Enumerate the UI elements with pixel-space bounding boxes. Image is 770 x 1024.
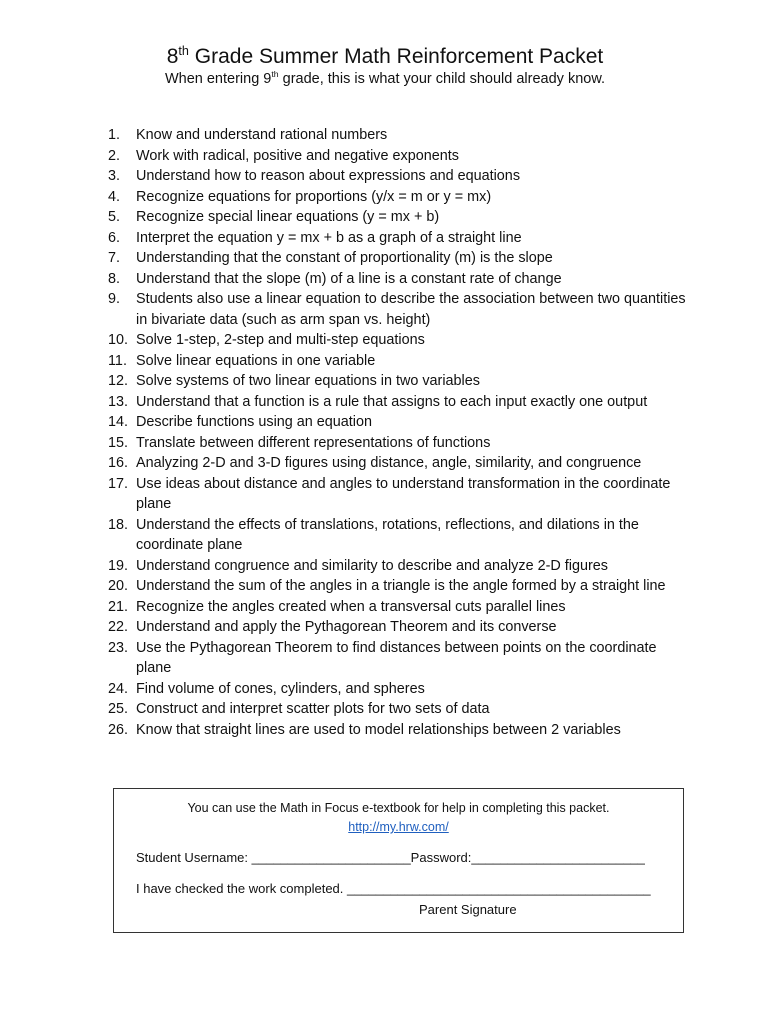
list-item-text: Interpret the equation y = mx + b as a graph of a straight line (136, 229, 522, 246)
list-item-text: Solve linear equations in one variable (136, 352, 376, 369)
list-item-number: 25. (108, 701, 129, 717)
subtitle-text: grade, this is what your child should already know. (278, 71, 606, 87)
list-item-text: Find volume of cones, cylinders, and spheres (136, 680, 425, 697)
list-item-number: 23. (108, 639, 129, 656)
list-item-number: 15. (108, 434, 129, 451)
list-item-number: 9. (108, 291, 121, 307)
list-item (108, 166, 688, 187)
list-item (108, 248, 688, 269)
list-item (108, 720, 688, 741)
list-item-number: 4. (108, 188, 121, 205)
list-item-text: Solve systems of two linear equations in two variables (136, 373, 480, 389)
list-item-text: Use the Pythagorean Theorem to find distances between points on the coordinate plane (136, 639, 657, 676)
list-item-number: 3. (108, 168, 121, 184)
list-item (108, 638, 688, 679)
info-box (113, 788, 684, 933)
list-item-text: Translate between different representations of functions (136, 434, 491, 451)
list-item-text: Understand how to reason about expressions and equations (136, 168, 521, 184)
list-item-number: 19. (108, 557, 129, 574)
list-item (108, 351, 688, 372)
list-item (108, 699, 688, 720)
list-item (108, 515, 688, 556)
list-item-text: Describe functions using an equation (136, 414, 372, 430)
list-item-text: Solve 1-step, 2-step and multi-step equations (136, 332, 425, 348)
list-item-text: Understand congruence and similarity to describe and analyze 2-D figures (136, 557, 608, 574)
list-item-number: 21. (108, 598, 129, 615)
title-grade-number: 8 (166, 45, 179, 68)
list-item (108, 207, 688, 228)
textbook-link[interactable]: http://my.hrw.com/ (348, 820, 449, 834)
list-item-number: 17. (108, 475, 129, 492)
list-item (108, 453, 688, 474)
list-item (108, 474, 688, 515)
list-item-text: Analyzing 2-D and 3-D figures using distance, angle, similarity, and congruence (136, 455, 642, 471)
list-item-number: 10. (108, 332, 129, 348)
list-item (108, 269, 688, 290)
list-item (108, 330, 688, 351)
list-item-text: Students also use a linear equation to describe the association between two quantities in bivariate data (such as arm span vs. height) (136, 291, 686, 328)
list-item (108, 617, 688, 638)
subtitle-superscript: th (271, 69, 279, 80)
list-item-text: Understand the sum of the angles in a triangle is the angle formed by a straight line (136, 578, 666, 594)
list-item-number: 1. (108, 127, 121, 143)
list-item-number: 7. (108, 250, 121, 266)
list-item-text: Understand that the slope (m) of a line is a constant rate of change (136, 270, 562, 287)
work-checked-line: I have checked the work completed. __________________________________________ (136, 881, 651, 896)
list-item (108, 289, 688, 330)
list-item-number: 6. (108, 229, 121, 246)
list-item-text: Understanding that the constant of proportionality (m) is the slope (136, 250, 553, 266)
page-subtitle (0, 70, 770, 88)
list-item-number: 16. (108, 455, 129, 471)
list-item-text: Use ideas about distance and angles to understand transformation in the coordinate plane (136, 475, 671, 512)
list-item (108, 576, 688, 597)
skills-list (108, 125, 688, 740)
list-item-number: 26. (108, 721, 129, 738)
list-item-number: 24. (108, 680, 129, 697)
list-item-number: 11. (108, 352, 127, 369)
list-item-text: Understand that a function is a rule that assigns to each input exactly one output (136, 393, 648, 410)
list-item (108, 597, 688, 618)
list-item (108, 187, 688, 208)
list-item-text: Recognize special linear equations (y = mx + b) (136, 209, 440, 225)
list-item-number: 5. (108, 209, 121, 225)
username-password-line: Student Username: ______________________Password:________________________ (136, 850, 645, 865)
list-item-number: 18. (108, 516, 129, 533)
list-item-text: Know that straight lines are used to model relationships between 2 variables (136, 721, 621, 738)
list-item-number: 8. (108, 270, 121, 287)
list-item-number: 14. (108, 414, 129, 430)
list-item-number: 20. (108, 578, 129, 594)
list-item (108, 392, 688, 413)
list-item-number: 22. (108, 619, 129, 635)
title-text: Grade Summer Math Reinforcement Packet (188, 45, 604, 68)
list-item (108, 371, 688, 392)
list-item (108, 679, 688, 700)
page-title (0, 44, 770, 70)
list-item (108, 412, 688, 433)
list-item-text: Construct and interpret scatter plots for two sets of data (136, 701, 490, 717)
list-item-text: Recognize the angles created when a transversal cuts parallel lines (136, 598, 566, 615)
list-item (108, 146, 688, 167)
list-item-number: 12. (108, 373, 129, 389)
list-item (108, 433, 688, 454)
list-item-text: Understand and apply the Pythagorean Theorem and its converse (136, 619, 557, 635)
list-item-number: 13. (108, 393, 129, 410)
title-superscript: th (178, 44, 189, 58)
textbook-note: You can use the Math in Focus e-textbook for help in completing this packet. (187, 801, 610, 815)
list-item-text: Recognize equations for proportions (y/x = m or y = mx) (136, 188, 492, 205)
list-item (108, 228, 688, 249)
parent-signature-label: Parent Signature (419, 902, 517, 917)
subtitle-lead: When entering 9 (164, 71, 272, 87)
list-item-number: 2. (108, 147, 121, 164)
list-item-text: Work with radical, positive and negative exponents (136, 147, 459, 164)
list-item (108, 556, 688, 577)
list-item-text: Know and understand rational numbers (136, 127, 388, 143)
list-item-text: Understand the effects of translations, rotations, reflections, and dilations in the coordinate plane (136, 516, 639, 553)
list-item (108, 125, 688, 146)
